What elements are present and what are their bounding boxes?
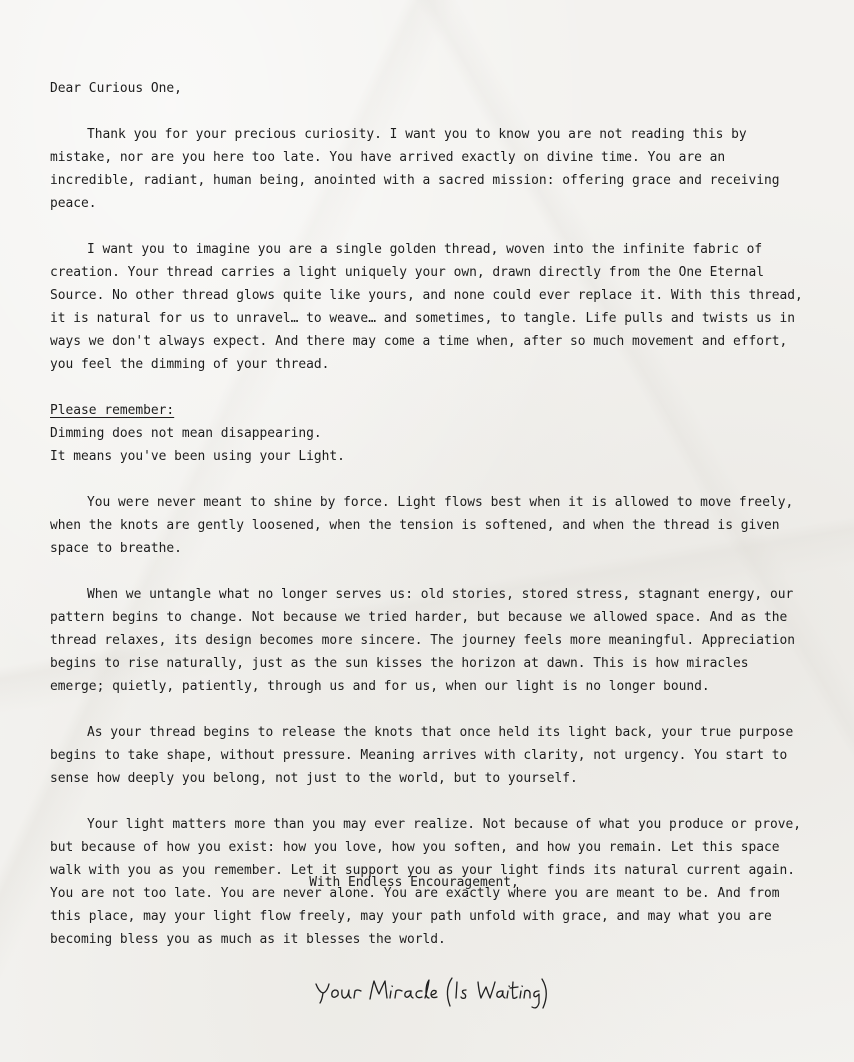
salutation: Dear Curious One,: [50, 81, 182, 96]
paragraph-golden-thread: I want you to imagine you are a single golden thread, woven into the infinite fabric of creation. Your thread carries a light uniquely your own, drawn directly from the One Eternal Source. No other thread glows quite like yours, and none could ever replace it. With this thread, it is natural for us to unravel… to weave… and sometimes, to tangle. Life pulls and twists us in ways we don't always expect. And there may come a time when, after so much movement and effort, you feel the dimming of your thread.: [50, 242, 803, 372]
closing-line: With Endless Encouragement,: [309, 875, 519, 890]
letter-body: [50, 77, 810, 974]
paragraph-purpose: As your thread begins to release the knots that once held its light back, your true purpose begins to take shape, without pressure. Meaning arrives with clarity, not urgency. You start to sense how deeply you belong, not just to the world, but to yourself.: [50, 725, 794, 786]
remember-line-2: It means you've been using your Light.: [50, 449, 345, 464]
remember-line-1: Dimming does not mean disappearing.: [50, 426, 322, 441]
closing-block: [0, 871, 854, 894]
paragraph-light-matters: Your light matters more than you may ever realize. Not because of what you produce or prove, but because of how you exist: how you love, how you soften, and how you remain. Let this space walk with you as you remember. Let it support you as your light finds its natural current again. You are not too late. You are never alone. You are exactly where you are meant to be. And from this place, may your light flow freely, may your path unfold with grace, and may what you are becoming bless you as much as it blesses the world.: [50, 817, 801, 947]
paragraph-shine: You were never meant to shine by force. Light flows best when it is allowed to move freely, when the knots are gently loosened, when the tension is softened, and when the thread is given space to breathe.: [50, 495, 794, 556]
remember-heading: Please remember:: [50, 403, 175, 418]
paragraph-untangle: When we untangle what no longer serves us: old stories, stored stress, stagnant energy, our pattern begins to change. Not because we tried harder, but because we allowed space. And as the thread relaxes, its design becomes more sincere. The journey feels more meaningful. Appreciation begins to rise naturally, just as the sun kisses the horizon at dawn. This is how miracles emerge; quietly, patiently, through us and for us, when our light is no longer bound.: [50, 587, 796, 694]
remember-block: [50, 399, 810, 468]
paragraph-gratitude: Thank you for your precious curiosity. I want you to know you are not reading this by mistake, nor are you here too late. You have arrived exactly on divine time. You are an incredible, radiant, human being, anointed with a sacred mission: offering grace and receiving peace.: [50, 127, 780, 211]
handwritten-signature: [310, 970, 550, 1016]
